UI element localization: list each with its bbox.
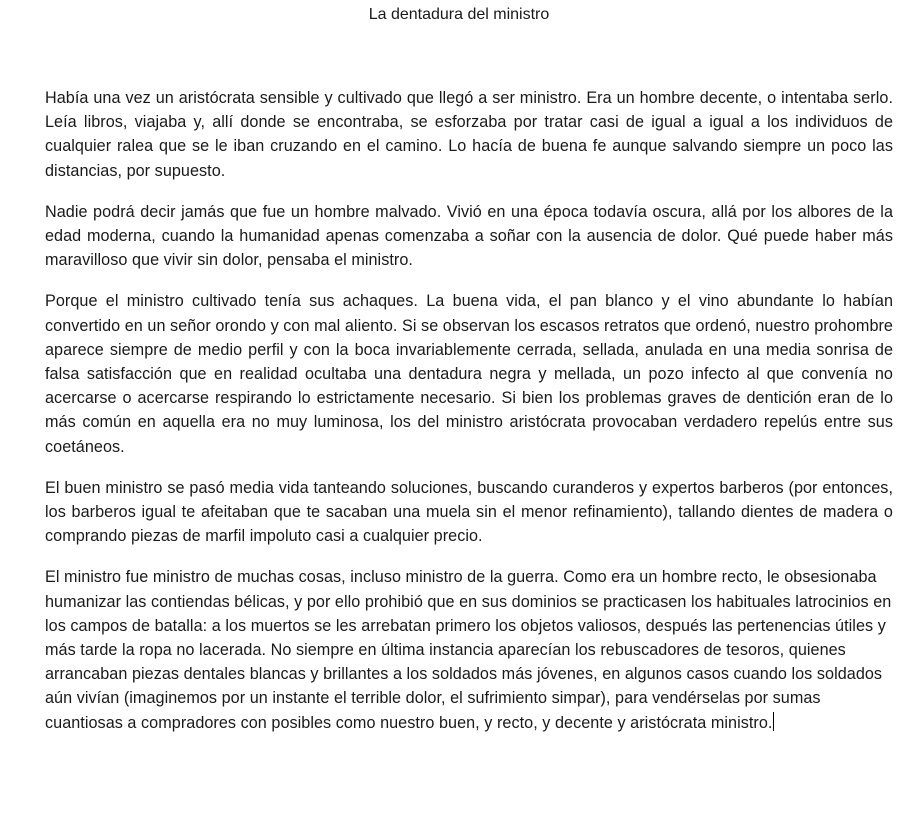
paragraph-4: El buen ministro se pasó media vida tanteando soluciones, buscando curanderos y expertos barberos (por entonces, los barberos igual te afeitaban que te sacaban una muela sin el menor refinamiento), tallando dientes de madera o comprando piezas de marfil impoluto casi a cualquier precio. [45, 478, 893, 546]
paragraph-3: Porque el ministro cultivado tenía sus achaques. La buena vida, el pan blanco y el vino abundante lo habían convertido en un señor orondo y con mal aliento. Si se observan los escasos retratos que ordenó, nuestro prohombre aparece siempre de medio perfil y con la boca invariablemente cerrada, sellada, anulada en una media sonrisa de falsa satisfacción que en realidad ocultaba una dentadura negra y mellada, un pozo infecto al que convenía no acercarse o acercarse respirando lo estrictamente necesario. Si bien los problemas graves de dentición eran de lo más común en aquella era no muy luminosa, los del ministro aristócrata provocaban verdadero repelús entre sus coetáneos. [45, 292, 893, 456]
document-title: La dentadura del ministro [368, 6, 550, 23]
document-body[interactable] [45, 86, 893, 735]
paragraph-5-text: El ministro fue ministro de muchas cosas, incluso ministro de la guerra. Como era un hombre recto, le obsesionaba humanizar las contiendas bélicas, y por ello prohibió que en sus dominios se practicasen los habituales latrocinios en los campos de batalla: a los muertos se les arrebatan primero los objetos valiosos, después las pertenencias útiles y más tarde la ropa no lacerada. No siempre en última instancia aparecían los rebuscadores de tesoros, quienes arrancaban piezas dentales blancas y brillantes a los soldados más jóvenes, en algunos casos cuando los soldados aún vivían (imaginemos por un instante el terrible dolor, el sufrimiento simpar), para vendérselas por sumas cuantiosas a compradores con posibles como nuestro buen, y recto, y decente y aristócrata ministro. [45, 568, 892, 732]
paragraph-2: Nadie podrá decir jamás que fue un hombre malvado. Vivió en una época todavía oscura, allá por los albores de la edad moderna, cuando la humanidad apenas comenzaba a soñar con la ausencia de dolor. Qué puede haber más maravilloso que vivir sin dolor, pensaba el ministro. [45, 202, 893, 270]
paragraph-1: Había una vez un aristócrata sensible y cultivado que llegó a ser ministro. Era un hombre decente, o intentaba serlo. Leía libros, viajaba y, allí donde se encontraba, se esforzaba por tratar casi de igual a igual a los individuos de cualquier ralea que se le iban cruzando en el camino. Lo hacía de buena fe aunque salvando siempre un poco las distancias, por supuesto. [45, 89, 893, 180]
paragraph-5 [45, 565, 893, 734]
text-cursor [773, 712, 774, 731]
